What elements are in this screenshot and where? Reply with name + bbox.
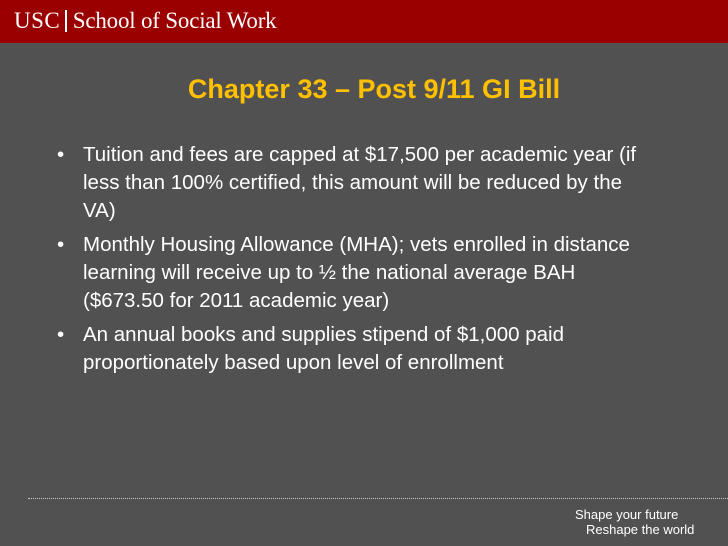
tagline-line-2: Reshape the world (586, 522, 695, 537)
bullet-text: Tuition and fees are capped at $17,500 per academic year (if less than 100% certified, this amount will be reduced by the VA) (83, 143, 637, 222)
header-banner (0, 0, 728, 43)
bullet-item (57, 141, 657, 225)
bullet-item (57, 321, 657, 377)
bullet-dot: • (57, 323, 65, 346)
bullet-text: An annual books and supplies stipend of $1,000 paid proportionately based upon level of enrollment (83, 323, 564, 374)
bullet-dot: • (57, 143, 65, 166)
bullet-text: Monthly Housing Allowance (MHA); vets enrolled in distance learning will receive up to ½ the national average BAH ($673.50 for 2011 academic year) (83, 233, 630, 312)
bullet-list (57, 141, 657, 383)
footer-divider (28, 498, 728, 499)
brand-usc: USC (14, 8, 61, 33)
brand-school: School of Social Work (72, 8, 277, 33)
brand-divider (65, 10, 67, 32)
footer-tagline (575, 507, 694, 537)
bullet-dot: • (57, 233, 65, 256)
slide-title: Chapter 33 – Post 9/11 GI Bill (187, 74, 561, 104)
tagline-line-1: Shape your future (575, 507, 679, 522)
bullet-item (57, 231, 657, 315)
usc-social-work-logo (14, 6, 276, 36)
